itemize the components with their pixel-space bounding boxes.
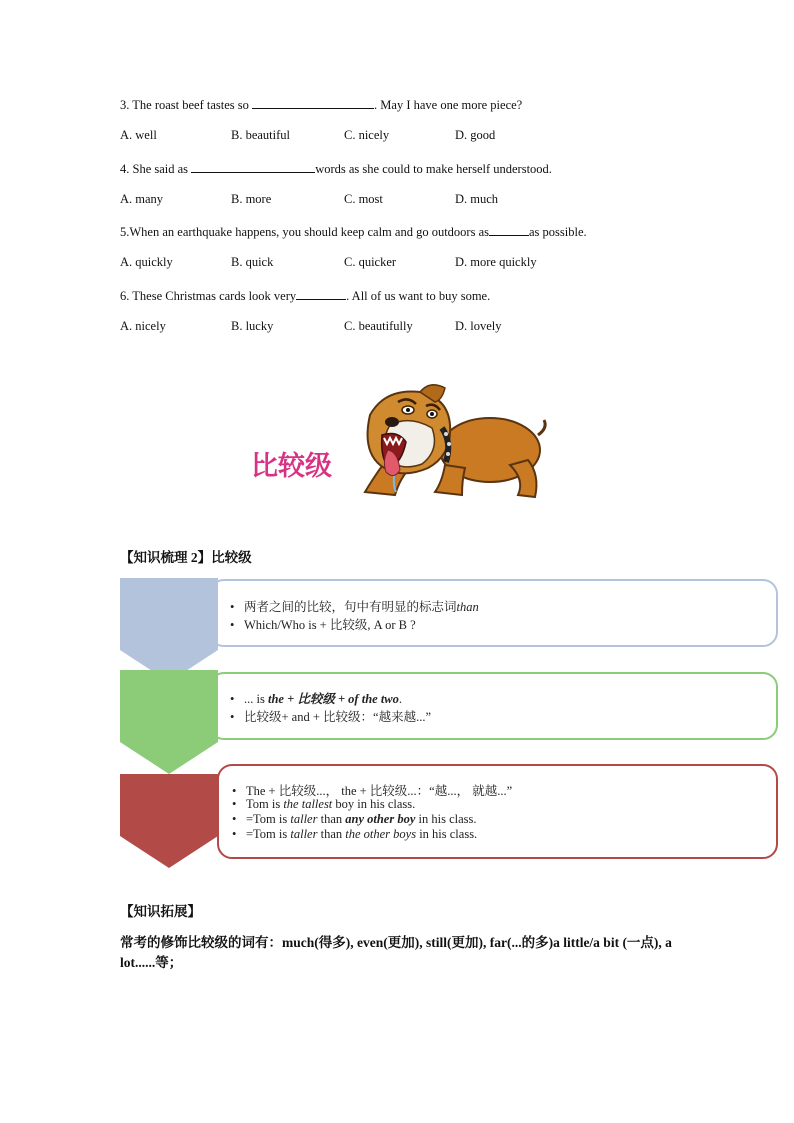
answer-blank xyxy=(296,287,346,300)
option-d: D. good xyxy=(455,128,496,142)
box3-line1: • The + 比较级...， the + 比较级...：“越...， 就越...” xyxy=(232,784,513,798)
option-b: B. more xyxy=(231,192,272,206)
option-a: A. quickly xyxy=(120,255,173,269)
option-a: A. well xyxy=(120,128,157,142)
answer-blank xyxy=(252,96,374,109)
question-stem: 4. She said as xyxy=(120,162,189,176)
chevron-2 xyxy=(120,670,218,774)
answer-blank xyxy=(191,160,315,173)
option-a: A. nicely xyxy=(120,319,166,333)
option-d: D. much xyxy=(455,192,499,206)
box2-line1: • ... is the + 比较级 + of the two. xyxy=(230,692,403,706)
option-b: B. beautiful xyxy=(231,128,291,142)
question-stem: 5.When an earthquake happens, you should keep calm and go outdoors as xyxy=(120,225,489,239)
chevron-diagram xyxy=(118,578,780,868)
box2-line2: • 比较级+ and + 比较级：“越来越...” xyxy=(230,710,431,724)
option-c: C. nicely xyxy=(344,128,390,142)
question-stem-end: words as she could to make herself understood. xyxy=(315,162,552,176)
box3-line4: • =Tom is taller than the other boys in his class. xyxy=(232,827,478,841)
bulldog-illustration xyxy=(350,380,550,505)
option-c: C. most xyxy=(344,192,383,206)
option-c: C. quicker xyxy=(344,255,397,269)
option-b: B. quick xyxy=(231,255,274,269)
question-stem-end: . All of us want to buy some. xyxy=(346,289,491,303)
option-b: B. lucky xyxy=(231,319,274,333)
answer-blank xyxy=(489,223,529,236)
question-stem: 6. These Christmas cards look very xyxy=(120,289,297,303)
chevron-1 xyxy=(120,578,218,682)
option-d: D. lovely xyxy=(455,319,502,333)
option-d: D. more quickly xyxy=(455,255,537,269)
section-heading-2: 【知识拓展】 xyxy=(120,904,201,919)
option-c: C. beautifully xyxy=(344,319,413,333)
illustration-label: 比较级 xyxy=(251,451,332,482)
section-heading: 【知识梳理 2】比较级 xyxy=(120,550,252,565)
option-a: A. many xyxy=(120,192,164,206)
box3-line3: • =Tom is taller than any other boy in his class. xyxy=(232,812,477,826)
illustration xyxy=(245,380,555,505)
box1-line2: • Which/Who is + 比较级, A or B ? xyxy=(230,618,416,632)
question-stem-end: as possible. xyxy=(529,225,587,239)
extension-paragraph: 常考的修饰比较级的词有：much(得多), even(更加), still(更加), far(...的多)a little/a bit (一点), a lot......等； xyxy=(120,935,672,970)
question-stem: 3. The roast beef tastes so xyxy=(120,98,249,112)
chevron-3 xyxy=(120,774,218,868)
question-stem-end: . May I have one more piece? xyxy=(374,98,523,112)
box3-line2: • Tom is the tallest boy in his class. xyxy=(232,797,416,811)
box1-line1: • 两者之间的比较，句中有明显的标志词than xyxy=(230,600,479,614)
